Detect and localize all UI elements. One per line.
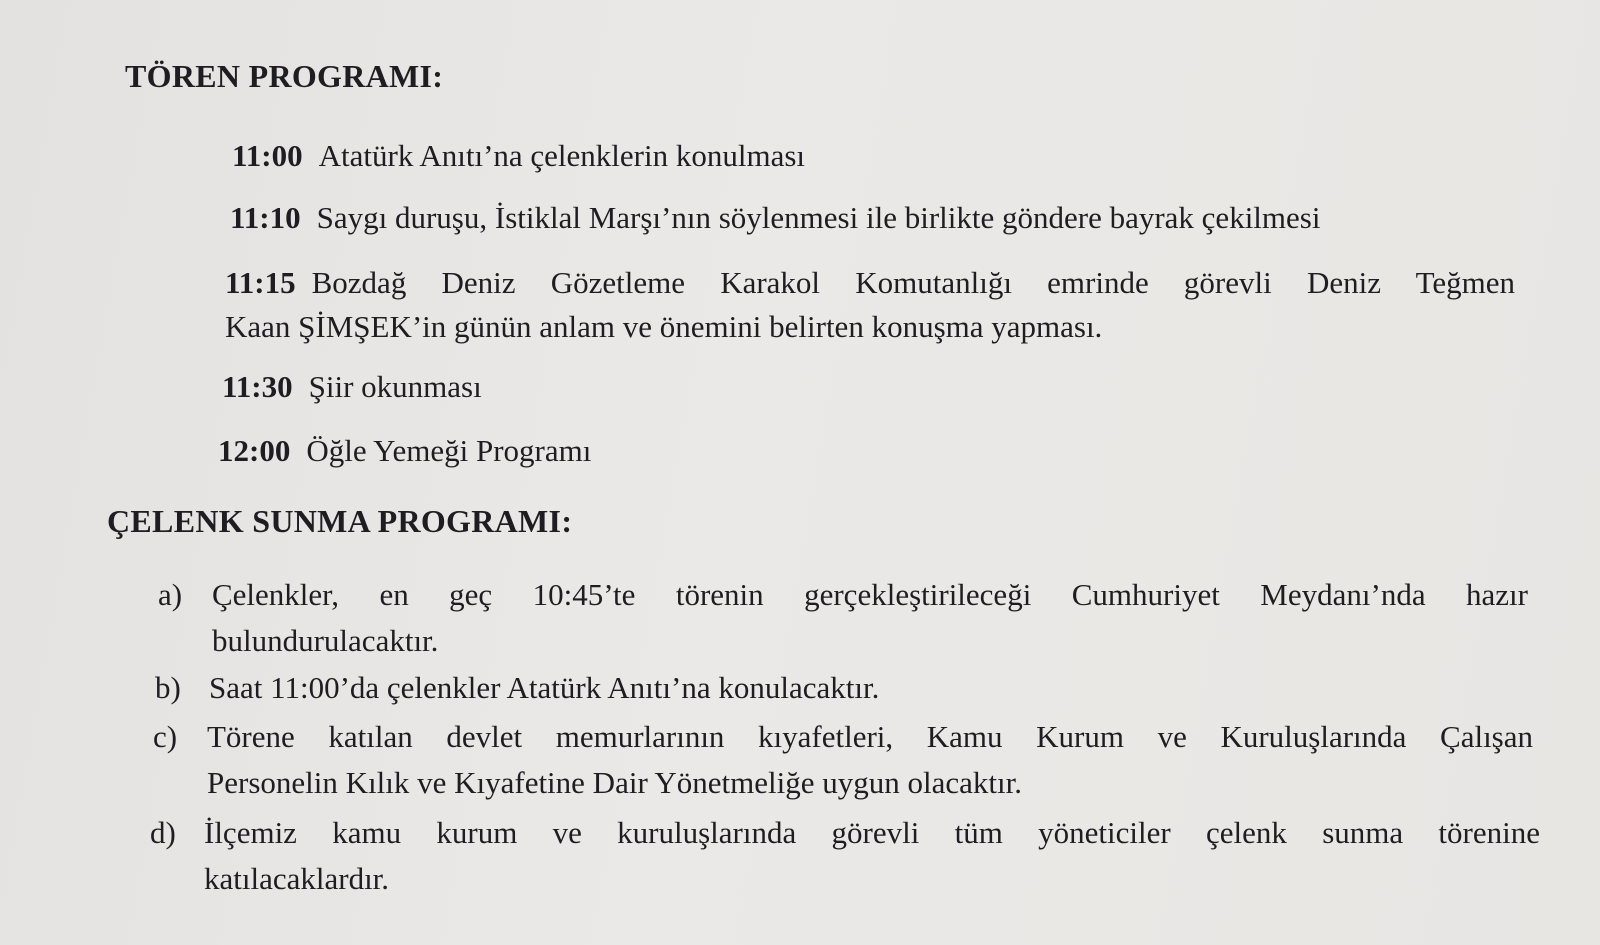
schedule-time: 11:15 — [225, 265, 296, 300]
list-item-text — [204, 810, 1540, 902]
list-marker: b) — [155, 670, 181, 705]
list-item-line: İlçemiz kamu kurum ve kuruluşlarında görevli tüm yöneticiler çelenk sunma törenine — [204, 815, 1540, 850]
list-item-text — [212, 572, 1528, 664]
list-marker: c) — [153, 719, 178, 754]
list-item-line: Çelenkler, en geç 10:45’te törenin gerçekleştirileceği Cumhuriyet Meydanı’nda hazır — [212, 577, 1528, 612]
schedule-text: Atatürk Anıtı’na çelenklerin konulması — [318, 138, 806, 173]
schedule-item — [218, 430, 591, 472]
list-item-line: Personelin Kılık ve Kıyafetine Dair Yönetmeliğe uygun olacaktır. — [207, 765, 1022, 800]
schedule-text-continuation: Kaan ŞİMŞEK’in günün anlam ve önemini belirten konuşma yapması. — [225, 309, 1103, 344]
schedule-item — [232, 135, 805, 177]
wreath-program-heading: ÇELENK SUNMA PROGRAMI: — [107, 503, 573, 539]
list-item-line: bulundurulacaktır. — [212, 623, 439, 658]
list-item-line: Saat 11:00’da çelenkler Atatürk Anıtı’na konulacaktır. — [209, 670, 880, 705]
schedule-text: Şiir okunması — [308, 369, 482, 404]
schedule-time: 11:00 — [232, 138, 303, 173]
list-marker: a) — [158, 577, 183, 612]
ceremony-program-heading: TÖREN PROGRAMI: — [125, 58, 444, 94]
schedule-text: Saygı duruşu, İstiklal Marşı’nın söylenmesi ile birlikte göndere bayrak çekilmesi — [316, 200, 1321, 235]
list-item-line: Törene katılan devlet memurlarının kıyafetleri, Kamu Kurum ve Kuruluşlarında Çalışan — [207, 719, 1533, 754]
schedule-time: 11:10 — [230, 200, 301, 235]
schedule-item — [222, 366, 482, 408]
schedule-item — [225, 262, 1515, 304]
schedule-text: Öğle Yemeği Programı — [306, 433, 592, 468]
schedule-text: Bozdağ Deniz Gözetleme Karakol Komutanlığı emrinde görevli Deniz Teğmen — [311, 265, 1515, 300]
list-marker: d) — [150, 815, 176, 850]
list-item-line: katılacaklardır. — [204, 861, 390, 896]
schedule-time: 11:30 — [222, 369, 293, 404]
list-item-text — [207, 714, 1533, 806]
schedule-time: 12:00 — [218, 433, 291, 468]
list-item-text — [209, 665, 879, 711]
schedule-item — [230, 197, 1320, 239]
